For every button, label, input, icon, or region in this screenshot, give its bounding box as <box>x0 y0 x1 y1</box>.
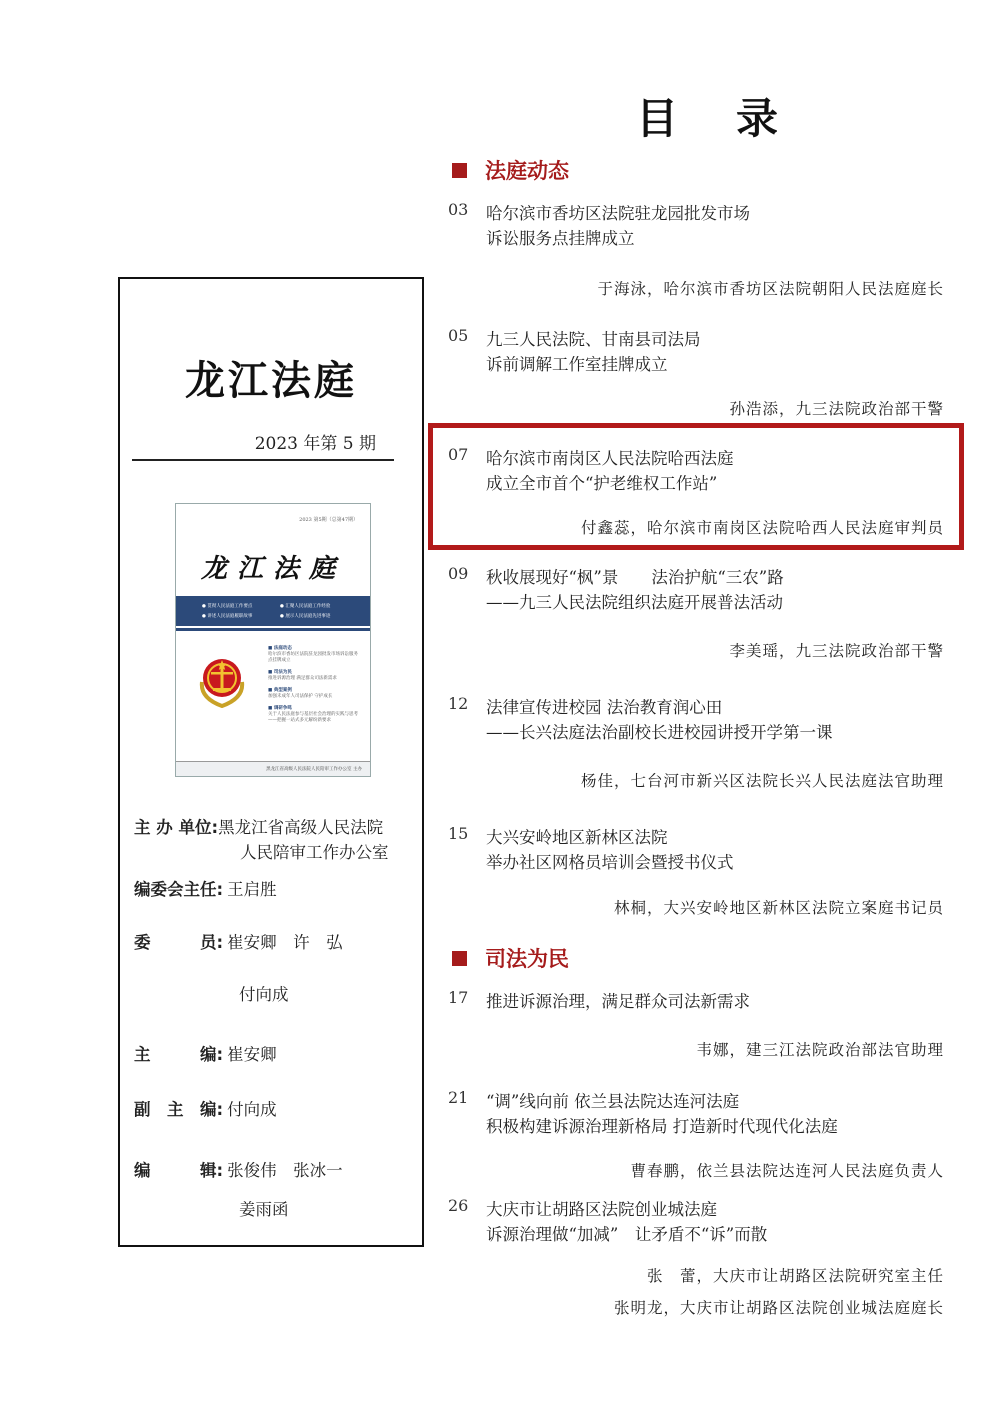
issue-label: 2023 年第 5 期 <box>254 434 376 454</box>
chief-editor-row <box>134 1041 277 1065</box>
page-number: 12 <box>448 694 469 713</box>
section-heading-justice-for-people <box>452 944 569 972</box>
page-number: 07 <box>448 445 469 464</box>
info-value: 姜雨函 <box>239 1200 289 1219</box>
entry-title-line2: 举办社区网格员培训会暨授书仪式 <box>486 853 734 872</box>
info-value: 黑龙江省高级人民法院 <box>218 818 384 837</box>
info-value: 王启胜 <box>227 880 277 899</box>
cover-band-line <box>176 628 370 631</box>
entry-title-line2: 积极构建诉源治理新格局 打造新时代现代化法庭 <box>486 1117 838 1136</box>
entry-title-line1: 大兴安岭地区新林区法院 <box>486 828 668 847</box>
cover-item-text: 加强未成年人司法保护 守护成长 <box>268 694 333 699</box>
info-value: 崔安卿 <box>227 1045 277 1064</box>
cover-item-text: 推进诉源治理 满足群众司法新需求 <box>268 676 337 681</box>
section-label: 司法为民 <box>485 947 569 971</box>
cover-item-heading: ■ 法庭动态 <box>268 646 292 651</box>
info-value: 付向成 <box>239 985 289 1004</box>
page-number: 26 <box>448 1196 469 1215</box>
members-row <box>134 929 343 953</box>
cover-band-text: ● 贯彻人民法庭工作要点 <box>202 604 253 609</box>
info-key: 主 办 单位: <box>134 818 219 837</box>
cover-band-text: ● 讲述人民法庭履职故事 <box>202 614 253 619</box>
members-row-2 <box>239 981 289 1005</box>
entry-title-line2: 成立全市首个“护老维权工作站” <box>486 474 718 493</box>
editors-row-2 <box>239 1196 289 1220</box>
page-number: 15 <box>448 824 469 843</box>
entry-title-line2: ——长兴法庭法治副校长进校园讲授开学第一课 <box>486 723 833 742</box>
entry-author: 杨佳，七台河市新兴区法院长兴人民法庭法官助理 <box>580 772 944 790</box>
info-key: 委 员: <box>134 933 224 952</box>
square-bullet-icon <box>452 951 467 966</box>
cover-contents <box>268 640 362 724</box>
entry-title-line2: 诉前调解工作室挂牌成立 <box>486 355 668 374</box>
cover-item-heading: ■ 调研争鸣 <box>268 706 292 711</box>
page-number: 21 <box>448 1088 469 1107</box>
cover-item-heading: ■ 司法为民 <box>268 670 292 675</box>
cover-item-text: 哈尔滨市香坊区法院驻龙园批发市场诉讼服务点挂牌成立 <box>268 652 358 663</box>
entry-author: 韦娜，建三江法院政治部法官助理 <box>696 1041 944 1059</box>
page-number: 03 <box>448 200 469 219</box>
cover-thumbnail[interactable] <box>175 503 371 777</box>
info-value: 人民陪审工作办公室 <box>240 843 389 862</box>
cover-band <box>176 596 370 626</box>
info-value: 崔安卿 许 弘 <box>227 933 343 952</box>
entry-title-line2: 诉讼服务点挂牌成立 <box>486 229 635 248</box>
page-number: 05 <box>448 326 469 345</box>
editors-row <box>134 1157 343 1181</box>
entry-author: 林桐，大兴安岭地区新林区法院立案庭书记员 <box>613 899 944 917</box>
toc-title: 目录 <box>636 94 837 143</box>
entry-title-line1: 推进诉源治理，满足群众司法新需求 <box>486 992 750 1011</box>
entry-title-line1: 法律宣传进校园 法治教育润心田 <box>486 698 723 717</box>
info-value: 张俊伟 张冰一 <box>227 1161 343 1180</box>
deputy-editor-row <box>134 1096 277 1120</box>
page-number: 09 <box>448 564 469 583</box>
info-key: 编 辑: <box>134 1161 224 1180</box>
info-key: 主 编: <box>134 1045 224 1064</box>
magazine-title: 龙江法庭 <box>185 358 357 404</box>
entry-author: 张 蕾，大庆市让胡路区法院研究室主任 <box>646 1267 944 1285</box>
info-value: 付向成 <box>227 1100 277 1119</box>
entry-author: 于海泳，哈尔滨市香坊区法院朝阳人民法庭庭长 <box>597 280 944 298</box>
info-key: 副 主 编: <box>134 1100 224 1119</box>
section-heading-court-news <box>452 156 569 184</box>
divider <box>132 459 394 461</box>
entry-title-line1: 大庆市让胡路区法院创业城法庭 <box>486 1200 717 1219</box>
square-bullet-icon <box>452 163 467 178</box>
entry-title-line1: 哈尔滨市南岗区人民法院哈西法庭 <box>486 449 734 468</box>
info-key: 编委会主任: <box>134 880 224 899</box>
cover-title: 龙江法庭 <box>200 554 345 584</box>
page-number: 17 <box>448 988 469 1007</box>
entry-title-line1: 秋收展现好“枫”景 法治护航“三农”路 <box>486 568 784 587</box>
cover-band-text: ● 汇聚人民法庭工作经验 <box>280 604 331 609</box>
entry-author: 曹春鹏，依兰县法院达连河人民法庭负责人 <box>630 1162 944 1180</box>
entry-title-line2: 诉源治理做“加减” 让矛盾不“诉”而散 <box>486 1225 768 1244</box>
entry-author: 李美瑶，九三法院政治部干警 <box>729 642 944 660</box>
cover-footer-text: 黑龙江省高级人民法院人民陪审工作办公室 主办 <box>266 767 362 772</box>
section-label: 法庭动态 <box>485 159 569 183</box>
cover-issue-text: 2023 第5期（总第47期） <box>299 517 358 523</box>
entry-author: 付鑫蕊，哈尔滨市南岗区法院哈西人民法庭审判员 <box>580 519 944 537</box>
cover-item-text: 关于人民法庭参与基层社会治理的实践与思考 ——把握一站式多元解纷新要求 <box>268 712 358 723</box>
entry-title-line1: 哈尔滨市香坊区法院驻龙园批发市场 <box>486 204 750 223</box>
entry-author: 张明龙，大庆市让胡路区法院创业城法庭庭长 <box>613 1299 944 1317</box>
director-row <box>134 876 277 900</box>
court-emblem-icon <box>196 652 248 708</box>
cover-footer <box>176 761 370 776</box>
cover-item-heading: ■ 典型案例 <box>268 688 292 693</box>
entry-title-line2: ——九三人民法院组织法庭开展普法活动 <box>486 593 783 612</box>
sponsor-row-2 <box>240 839 389 863</box>
entry-author: 孙浩添，九三法院政治部干警 <box>729 400 944 418</box>
masthead-box <box>118 277 424 1247</box>
entry-title-line1: 九三人民法院、甘南县司法局 <box>486 330 701 349</box>
sponsor-row <box>134 814 383 838</box>
entry-title-line1: “调”线向前 依兰县法院达连河法庭 <box>486 1092 740 1111</box>
cover-band-text: ● 展示人民法庭先进事迹 <box>280 614 331 619</box>
